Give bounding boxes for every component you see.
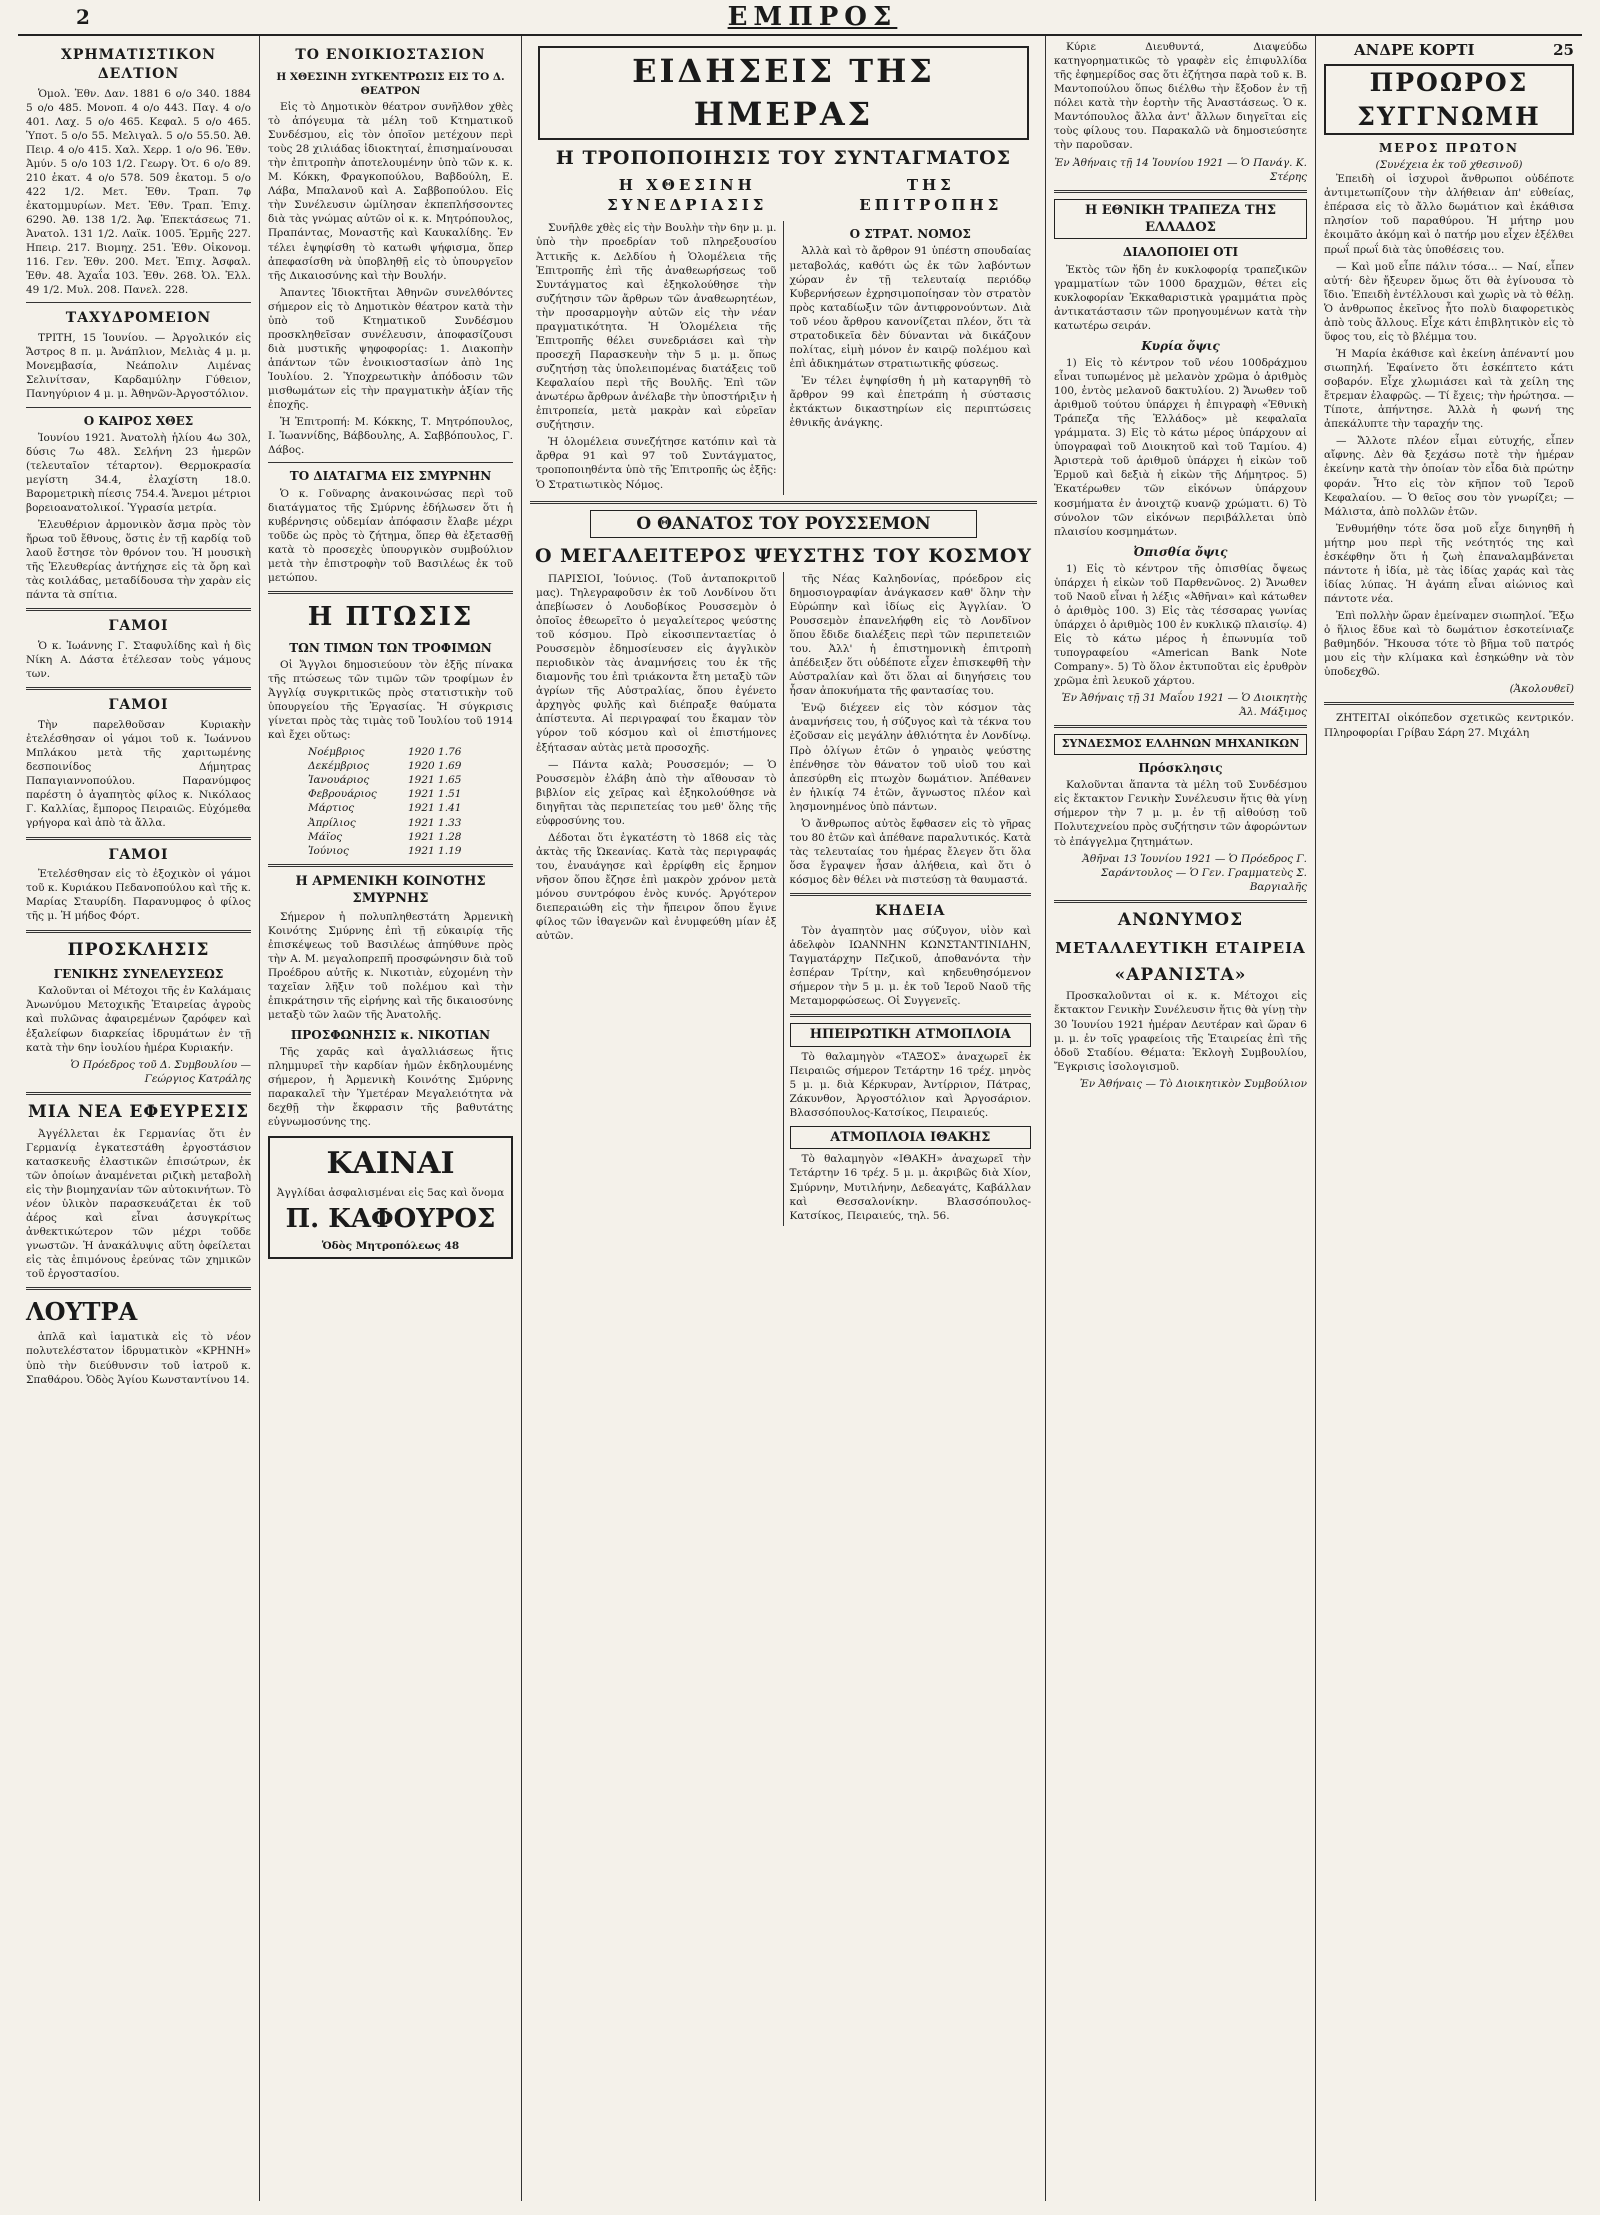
news-left (530, 221, 784, 494)
bank-text-back: 1) Εἰς τὸ κέντρον τῆς ὀπισθίας ὄψεως ὑπάρχει ἡ εἰκὼν τοῦ Παρθενῶνος. 2) Ἄνωθεν τοῦ Ναοῦ εἶναι ἡ λέξις «Ἀθῆναι» καὶ κάτωθεν ὁ ἀριθμὸς 100. 3) Εἰς τὰς τέσσαρας γωνίας ὑπάρχει ὁ ἀριθμὸς 100 ἐν κυκλικῷ πλαισίῳ. 4) Εἰς τὸ κάτω μέρος ἡ ἐπωνυμία τοῦ τυπογραφείου «American Bank Note Company». 5) Τὸ ὅλον ἐκτυποῦται εἰς ἐρυθρὸν χρῶμα ἐπὶ λευκοῦ χάρτου. (1054, 562, 1307, 688)
bank-heading-back: Ὀπισθία ὄψις (1133, 544, 1228, 559)
divider (26, 1287, 251, 1290)
rousseau-box-title: Ο ΘΑΝΑΤΟΣ ΤΟΥ ΡΟΥΣΣΕΜΟΝ (590, 510, 977, 539)
prices-row (308, 830, 513, 844)
news-headline: Η ΤΡΟΠΟΠΟΙΗΣΙΣ ΤΟΥ ΣΥΝΤΑΓΜΑΤΟΣ (555, 146, 1012, 169)
bank-title: Η ΕΘΝΙΚΗ ΤΡΑΠΕΖΑ ΤΗΣ ΕΛΛΑΔΟΣ (1054, 199, 1307, 240)
prices-row (308, 759, 513, 773)
page-header (18, 0, 1582, 36)
prices-month: Μάρτιος (308, 802, 355, 815)
weddings-3-title: ΓΑΜΟΙ (108, 846, 169, 863)
news-left-text-2: Ἡ ὁλομέλεια συνεζήτησε κατόπιν καὶ τὰ ἄρθρα 91 καὶ 97 τοῦ Συντάγματος, τροποποιηθέντα ὑπὸ τῆς Ἐπιτροπῆς ὡς ἑξῆς: Ὁ Στρατιωτικὸς Νόμος. (536, 436, 777, 491)
armenian-text-2: Τῆς χαρᾶς καὶ ἀγαλλιάσεως ἥτις πλημμυρεῖ τὴν καρδίαν ἡμῶν ἐκδηλουμένης σήμερον, ἡ Ἀρμενικὴ Κοινότης Σμύρνης παρακαλεῖ τὴν Ὑμετέραν Μεγαλειότητα νὰ δεχθῇ τὴν ἔκφρασιν τῆς βαθυτάτης εὐγνωμοσύνης της. (268, 1046, 513, 1129)
column-2 (260, 36, 522, 2201)
serial-to-be-continued: (Ἀκολουθεῖ) (1509, 683, 1574, 696)
smyrna-title: ΤΟ ΔΙΑΤΑΓΜΑ ΕΙΣ ΣΜΥΡΝΗΝ (289, 469, 492, 484)
ad-box (268, 1136, 513, 1259)
divider (530, 501, 1037, 504)
bank-heading-front: Κυρία ὄψις (1141, 338, 1220, 353)
bank-text-front: 1) Εἰς τὸ κέντρον τοῦ νέου 100δράχμου εἶναι τυπωμένος μὲ μελανὸν χρῶμα ὁ ἀριθμὸς 100, ἐντὸς μελανοῦ δακτυλίου. 2) Ἄνωθεν τοῦ ἀριθμοῦ τούτου ὑπάρχει ἡ ἐπιγραφὴ «Ἐθνικὴ Τράπεζα τῆς Ἑλλάδος» μὲ κεφαλαῖα γράμματα. 3) Εἰς τὸ κάτω μέρος ὑπάρχουν αἱ ὑπογραφαὶ τοῦ Διοικητοῦ καὶ τοῦ Ταμίου. 4) Ἀριστερὰ τοῦ ἀριθμοῦ ὑπάρχει ἡ εἰκὼν τοῦ Ἑρμοῦ καὶ δεξιὰ ἡ εἰκὼν τῆς Δήμητρος. 5) Ἑκατέρωθεν τῶν εἰκόνων ὑπάρχουν κοσμήματα ἐν ἀνοιχτῷ κυανῷ χρώματι. 6) Τὸ σύνολον τῶν εἰκόνων περιβάλλεται ὑπὸ πλαισίου κοσμημάτων. (1054, 356, 1307, 538)
page-number: 2 (76, 5, 90, 29)
invention-title: ΜΙΑ ΝΕΑ ΕΦΕΥΡΕΣΙΣ (27, 1101, 250, 1122)
mining-title: ΑΝΩΝΥΜΟΣ (1117, 909, 1244, 930)
prices-month: Ἰανουάριος (308, 774, 370, 787)
prices-month: Δεκέμβριος (308, 760, 370, 773)
divider (268, 864, 513, 867)
column-6 (1316, 36, 1582, 2201)
serial-text-4: — Ἄλλοτε πλέον εἶμαι εὐτυχής, εἶπεν αἴφνης. Δὲν θὰ ξεχάσω ποτὲ τὴν ἡμέραν ἐκείνην κατὰ τὴν ὁποίαν τὸν εἶδα διὰ πρώτην φοράν. Ἦτο εἰς τὸν κῆπον τοῦ Ἱεροῦ Κεφαλαίου. — Ὁ θεῖος σου τὸν γνωρίζει; — Μάλιστα, ἀπὸ πολλῶν ἐτῶν. (1324, 435, 1574, 518)
epirus-text: Τὸ θαλαμηγὸν «ΤΑΞΟΣ» ἀναχωρεῖ ἐκ Πειραιῶς σήμερον Τετάρτην 16 τρέχ. μηνὸς 5 μ. μ. διὰ Κέρκυραν, Ἀντίρριον, Πάτρας, Ζάκυνθον, Ἀργοστόλιον καὶ Ἀργοσάριον. Βλασσόπουλος-Κατσίκος, Πειραιεύς. (789, 1050, 1031, 1119)
telegraph-title: ΤΑΧΥΔΡΟΜΕΙΟΝ (65, 310, 212, 327)
prices-row (308, 773, 513, 787)
column-5 (1046, 36, 1316, 2201)
armenian-title: Η ΑΡΜΕΝΙΚΗ ΚΟΙΝΟΤΗΣ ΣΜΥΡΝΗΣ (295, 873, 486, 907)
rousseau-right-text-2: Ἐνῷ διέχεεν εἰς τὸν κόσμον τὰς ἀναμνήσεις του, ἡ σύζυγος καὶ τὰ τέκνα του ἐζοῦσαν εἰς μεγάλην ἀθλιότητα ἐν Λονδίνῳ. Πρὸ ὀλίγων ἐτῶν ὁ γηραιὸς ψεύστης ἐπένθησε τὸν θάνατον τοῦ υἱοῦ του καὶ ἀπεσύρθη εἰς πτωχὸν δωμάτιον. Ἀπέθανεν ἐν ἡλικίᾳ 74 ἐτῶν, ἄγνωστος πλέον καὶ λησμονημένος ὑπὸ πάντων. (789, 702, 1031, 813)
news-subheadline (530, 173, 1037, 221)
prices-text: Οἱ Ἄγγλοι δημοσιεύουν τὸν ἑξῆς πίνακα τῆς πτώσεως τῶν τιμῶν τῶν τροφίμων ἐν Ἀγγλίᾳ συγκριτικῶς πρὸς στατιστικὴν τοῦ ὑπουργείου τῆς Ἐργασίας. Ἡ σύγκρισις γίνεται πρὸς τὰς τιμὰς τοῦ Ἰουλίου τοῦ 1914 καὶ ἔχει οὕτως: (268, 658, 513, 742)
serial-text-5: Ἐνθυμήθην τότε ὅσα μοῦ εἶχε διηγηθῆ ἡ μήτηρ μου περὶ τῆς νεότητός της καὶ ἐσκέφθην ὅτι ἡ ζωὴ ἐπαναλαμβάνεται πάντοτε ἡ ἰδία, μὲ τὰς ἰδίας χαράς καὶ τὰς ἰδίας λύπας. Ἡ ἀγάπη εἶναι αἰώνιος καὶ πάντοτε νέα. (1324, 522, 1574, 606)
law-title: Ο ΣΤΡΑΤ. ΝΟΜΟΣ (849, 227, 971, 242)
prices-month: Νοέμβριος (308, 746, 365, 759)
rousseau-body (530, 572, 1037, 1226)
prices-value: 1920 1.76 (408, 746, 462, 759)
prices-value: 1921 1.28 (408, 830, 462, 843)
prices-row (308, 844, 513, 858)
telegraph-text: ΤΡΙΤΗ, 15 Ἰουνίου. — Ἀργολικόν εἰς Ἄστρος 8 π. μ. Ἀνάπλιον, Μελιὰς 4 μ. μ. Μονεμβασία, Νεάπολιν Λιμένας Σελινίτσαν, Καρδαμύλην Γύθειον, Πανηγύριον 4 μ. μ. Ἀθηνῶν-Ἀργοστόλιον. (26, 332, 251, 401)
divider (26, 608, 251, 611)
prices-value: 1921 1.51 (408, 788, 462, 801)
rent-text: Εἰς τὸ Δημοτικὸν θέατρον συνῆλθον χθὲς τὸ ἀπόγευμα τὰ μέλη τοῦ Κτηματικοῦ Συνδέσμου, εἰς τὸν ὁποῖον μετέχουν περὶ τοὺς 28 χιλιάδας ἰδιοκτηταί, ἐπισημαίνουσαι τὴν ἐπιτροπὴν ἀποτελουμένην ὑπὸ τῶν κ. κ. Μ. Κόκκη, Φραγκοπούλου, Βαβδούλη, Ε. Λάβα, Μπαλανοῦ καὶ Α. Σαββοπούλου. Εἰς τὴν Συνέλευσιν ὡμίλησαν ἐκπεπλήσσοντες διὰ τὰς γνώμας αὐτῶν οἱ κ. κ. Μητρόπουλος, Πραπάντας, Μοναστῆς καὶ Καυκαλίδης. Ἐν τέλει ἐψηφίσθη τὸ κατωθι ψήφισμα, ὅπερ ἀπεφασίσθη νὰ ὑποβληθῇ εἰς τὸ ὑπουργεῖον τῆς Δικαιοσύνης καὶ τὴν Βουλήν. (268, 100, 513, 282)
bank-subtitle: ΔΙΑΛΟΠΟΙΕΙ ΟΤΙ (1122, 245, 1239, 260)
masthead: ΕΜΠΡΟΣ (727, 2, 898, 32)
rousseau-headline: Ο ΜΕΓΑΛΕΙΤΕΡΟΣ ΨΕΥΣΤΗΣ ΤΟΥ ΚΟΣΜΟΥ (534, 545, 1032, 568)
baths-title: ΛΟΥΤΡΑ (26, 1297, 138, 1327)
prices-title: Η ΠΤΩΣΙΣ (307, 601, 474, 632)
column-1 (18, 36, 260, 2201)
epirus-title: ΗΠΕΙΡΩΤΙΚΗ ΑΤΜΟΠΛΟΙΑ (790, 1023, 1032, 1046)
weddings-3-text: Ἐτελέσθησαν εἰς τὸ ἐξοχικὸν οἱ γάμοι τοῦ κ. Κυριάκου Πεδανοπούλου καὶ τῆς κ. Μαρίας Σταυρίδη. Παρανυμφος ὁ φίλος τῆς μ. Ἡ μήδος Φόρτ. (26, 868, 251, 923)
mining-text: Προσκαλοῦνται οἱ κ. κ. Μέτοχοι εἰς ἔκτακτον Γενικὴν Συνέλευσιν ἥτις θὰ γίνῃ τὴν 30 Ἰουνίου 1921 ἡμέραν Δευτέραν καὶ ὥραν 6 μ. μ. ἐν τοῖς γραφείοις τῆς Ἑταιρείας ἐπὶ τῆς ὁδοῦ Σταδίου. Θέματα: Ἐκλογὴ Συμβουλίου, Ἔγκρισις ἰσολογισμοῦ. (1054, 990, 1307, 1073)
divider (1054, 900, 1307, 903)
invite-subtitle: ΓΕΝΙΚΗΣ ΣΥΝΕΛΕΥΣΕΩΣ (53, 967, 224, 982)
prices-month: Μάϊος (308, 830, 343, 843)
serial-text-3: Ἡ Μαρία ἐκάθισε καὶ ἐκείνη ἀπέναντί μου σιωπηλή. Ἐφαίνετο ὅτι ἐσκέπτετο κάτι σοβαρόν. Εἶχε χλωμιάσει καὶ τὰ χείλη της ἔτρεμαν ἐλαφρῶς. — Τί ἔχεις; τὴν ἠρώτησα. — Τίποτε, ἀπήντησε. Ἀλλὰ ἡ φωνή της ἀπεκάλυπτε τὴν ταραχήν της. (1324, 347, 1574, 431)
serial-text-2: — Καὶ μοῦ εἶπε πάλιν τόσα... — Ναί, εἶπεν αὐτή· δὲν ἤξευρεν ὅμως ὅτι θὰ ἐγίνουσα τὸ ἴδιο. Ἐπειδὴ ἐντέλλουσι καὶ χωρὶς νὰ τὸ θέλῃ. Ὁ ἀνθρωπος ἐκεῖνος ἦτο πολὺ διαφορετικὸς ἀπὸ τοὺς ἄλλους. Εἶχε κάτι ἐπιβλητικὸν εἰς τὸ ὕφος του, εἰς τὸ βλέμμα του. (1324, 260, 1574, 343)
divider (26, 302, 251, 303)
prices-row (308, 816, 513, 830)
letter-text: Κύριε Διευθυντά, Διαψεύδω κατηγορηματικῶς τὸ γραφὲν εἰς ἐπιφυλλίδα τῆς ἐφημερίδος σας ὅτι ἐζήτησα παρὰ τοῦ κ. Β. Μαντοπούλου ὅπως διέλθω τὴν ἔξοδον ἐν τῇ πόλει κατὰ τὴν ἑορτὴν τῆς Ἀναστάσεως. Ὁ κ. Μαντόπουλος ἄλλα ἀντ' ἄλλων διηγεῖται εἰς τοὺς φίλους του. Παρακαλῶ νὰ δημοσιεύσητε τὴν παροῦσαν. (1054, 41, 1307, 152)
divider (268, 591, 513, 594)
mech-text: Καλοῦνται ἅπαντα τὰ μέλη τοῦ Συνδέσμου εἰς ἔκτακτον Γενικὴν Συνέλευσιν ἥτις θὰ γίνῃ σήμερον τὴν 7 μ. μ. ἐν τῇ αἰθούσῃ τοῦ Πολυτεχνείου πρὸς συζήτησιν τῶν ἀφορώντων τὸ ἐπάγγελμα ζητημάτων. (1054, 779, 1307, 848)
columns (18, 36, 1582, 2201)
prices-value: 1921 1.65 (408, 774, 462, 787)
stocks-title: ΧΡΗΜΑΤΙΣΤΙΚΟΝ ΔΕΛΤΙΟΝ (61, 47, 216, 82)
news-subheadline-right: ΤΗΣ ΕΠΙΤΡΟΠΗΣ (859, 176, 1003, 215)
news-banner: ΕΙΔΗΣΕΙΣ ΤΗΣ ΗΜΕΡΑΣ (538, 46, 1029, 140)
rousseau-right (784, 572, 1038, 1226)
divider (26, 930, 251, 933)
prices-table (268, 745, 513, 858)
ithaca-text: Τὸ θαλαμηγὸν «ΙΘΑΚΗ» ἀναχωρεῖ τὴν Τετάρτην 16 τρέχ. 5 μ. μ. ἀκριβῶς διὰ Χίον, Σμύρνην, Μυτιλήνην, Δεδεαγάτς, Καβάλλαν καὶ Θεσσαλονίκην. Βλασσόπουλος-Κατσίκος, Πειραιεύς, τηλ. 56. (789, 1153, 1031, 1222)
news-spread (522, 36, 1046, 2201)
mech-title: ΣΥΝΔΕΣΜΟΣ ΕΛΛΗΝΩΝ ΜΗΧΑΝΙΚΩΝ (1054, 734, 1307, 755)
divider (268, 462, 513, 463)
ad-title: ΚΑΙΝΑΙ (326, 1145, 455, 1181)
divider (790, 1014, 1032, 1017)
weather-text: Ἰουνίου 1921. Ἀνατολὴ ἡλίου 4ω 30λ, δύσις 7ω 48λ. Σελήνη 23 ἡμερῶν (τελευταῖον τέταρτον). Θερμοκρασία μεγίστη 34.4, ἐλαχίστη 18.0. Βαρομετρικὴ πίεσις 754.4. Ἄνεμοι μέτριοι βορειοανατολικοί. Ὑγρασία μετρία. (26, 431, 251, 514)
rent-subtitle: Η ΧΘΕΣΙΝΗ ΣΥΓΚΕΝΤΡΩΣΙΣ ΕΙΣ ΤΟ Δ. ΘΕΑΤΡΟΝ (276, 70, 505, 97)
bank-signature: Ἐν Ἀθήναις τῇ 31 Μαΐου 1921 — Ὁ Διοικητὴς Ἀλ. Μάξιμος (1061, 692, 1307, 719)
prices-month: Φεβρουάριος (308, 788, 377, 801)
baths-text: ἁπλᾶ καὶ ἰαματικὰ εἰς τὸ νέον πολυτελέστατον ἱδρυματικὸν «ΚΡΗΝΗ» ὑπὸ τὴν διεύθυνσιν τοῦ ἰατροῦ κ. Σπαθάρου. Ὁδὸς Ἁγίου Κωνσταντίνου 14. (26, 1331, 251, 1386)
wanted-ad: ΖΗΤΕΙΤΑΙ οἰκόπεδον σχετικῶς κεντρικόν. Πληροφορίαι Γρίβαυ Σάρη 27. Μιχάλη (1324, 712, 1574, 739)
serial-continuation: (Συνέχεια ἐκ τοῦ χθεσινοῦ) (1375, 159, 1523, 172)
mining-signature: Ἐν Ἀθήναις — Τὸ Διοικητικὸν Συμβούλιον (1079, 1077, 1307, 1090)
weddings-2-title: ΓΑΜΟΙ (108, 697, 169, 714)
letter-signature: Ἐν Ἀθήναις τῇ 14 Ἰουνίου 1921 — Ὁ Πανάγ. Κ. Στέρης (1054, 156, 1307, 183)
rent-signature: Ἡ Ἐπιτροπή: Μ. Κόκκης, Τ. Μητρόπουλος, Ι. Ἰωαννίδης, Βάβδουλης, Α. Σαββόπουλος, Γ. Δάβος. (268, 416, 513, 457)
rousseau-left-text: ΠΑΡΙΣΙΟΙ, Ἰούνιος. (Τοῦ ἀνταποκριτοῦ μας). Τηλεγραφοῦσιν ἐκ τοῦ Λονδίνου ὅτι ἀπεβίωσεν ὁ Λουδοβίκος Ρουσσεμὸν ὁ ὁποῖος ἐθεωρεῖτο ὁ μεγαλείτερος ψεύστης τοῦ κόσμου. Πρὸ εἰκοσιπενταετίας ὁ Ρουσσεμὸν ἐδημοσίευσεν εἰς ἀγγλικὸν περιοδικὸν τὰς ἀναμνήσεις του ἐκ τῆς διαμονῆς του ἐπὶ τριάκοντα ἔτη μεταξὺ τῶν ἀγρίων τῆς Αὐστραλίας, ὅπου ἐγένετο ἀρχηγὸς φυλῆς καὶ διέπραξε θαύματα ἀπίστευτα. Αἱ περιγραφαί του ἔκαμαν τὸν γύρον τοῦ κόσμου καὶ οἱ ἐπιστήμονες ἐξήτασαν αὐτὰς μετὰ προσοχῆς. (536, 572, 777, 754)
prices-value: 1921 1.41 (408, 802, 462, 815)
rousseau-right-text-3: Ὁ ἄνθρωπος αὐτὸς ἔφθασεν εἰς τὸ γῆρας του 80 ἐτῶν καὶ ἀπέθανε παραλυτικός. Κατὰ τὰς τελευταίας του ἡμέρας ἔλεγεν ὅτι ὅλα ὅσα ἔγραψεν ἦσαν ἀλήθεια, καὶ ὅτι ὁ κόσμος δὲν θέλει νὰ πιστεύσῃ τὰ θαυμαστά. (789, 817, 1031, 887)
prices-row (308, 801, 513, 815)
news-right (784, 221, 1038, 494)
weather-title: Ο ΚΑΙΡΟΣ ΧΘΕΣ (83, 413, 194, 428)
armenian-subtitle: ΠΡΟΣΦΩΝΗΣΙΣ κ. ΝΙΚΟΤΙΑΝ (290, 1028, 491, 1043)
prices-month: Ἰούνιος (308, 844, 349, 857)
prices-value: 1920 1.69 (408, 760, 462, 773)
news-right-text: Ἀλλὰ καὶ τὸ ἄρθρον 91 ὑπέστη σπουδαίας μεταβολάς, καθότι ὡς ἐκ τῶν λαβόντων χώραν ἐν τῇ τελευταίᾳ περιόδῳ Κυβερνήσεων ἐχρησιμοποίησαν τὸν στρατὸν πρὸς καταδίωξιν τῶν ἀντιφρονούντων. Διὰ τοῦ νέου ἄρθρου κανονίζεται πλέον, ὅτι τὰ στρατοδικεῖα δὲν δύνανται νὰ δικάζουν πολίτας, εἰμὴ μόνον ἐν καιρῷ πολέμου καὶ ἐπὶ ἀδικημάτων στρατιωτικῆς φύσεως. (789, 245, 1031, 370)
divider (26, 687, 251, 690)
ad-subtitle: Ἀγγλίδαι ἀσφαλισμέναι εἰς 5ας καὶ ὅνομα (276, 1186, 505, 1199)
invite-title: ΠΡΟΣΚΛΗΣΙΣ (67, 939, 210, 960)
rousseau-right-text: τῆς Νέας Καληδονίας, πρόεδρον εἰς δημοσιογραφίαν ἀνάγκασεν καθ' ὅλην τὴν Εὐρώπην καὶ ἰδίως εἰς Ἀγγλίαν. Ὁ Ρουσσεμὸν ἐπανελήφθη εἰς τὸ Λονδῖνον ὅπου ἔδιδε διαλέξεις περὶ τῶν περιπετειῶν του. Ἀλλ' ἡ ἐπιστημονικὴ ἐπιτροπὴ ἀπέδειξεν ὅτι οὐδέποτε εἶχεν ἐπισκεφθῆ τὴν Αὐστραλίαν καὶ ὅτι ὅλαι αἱ διηγήσεις του ἦσαν ἀποκυήματα τῆς φαντασίας του. (789, 572, 1031, 698)
rent-text-2: Ἀπαντες Ἰδιοκτῆται Ἀθηνῶν συνελθόντες σήμερον εἰς τὸ Δημοτικὸν θέατρον κατὰ τὴν ὑπὸ τοῦ Κτηματικοῦ Συνδέσμου προσκληθεῖσαν συνέλευσιν, ἀποφασίζουσι διὰ μυστικῆς ψηφοφορίας: 1. Διακοπὴν ἁπάντων τῶν ἐνοικιοστασίων ἀπὸ 1ης Ἰουλίου. 2. Ὑποχρεωτικὴν ἀπόδοσιν τῶν μισθωμάτων εἰς τὴν πραγματικὴν ἀξίαν τῆς ἐποχῆς. (268, 286, 513, 412)
divider (1054, 725, 1307, 728)
invention-text: Ἀγγέλλεται ἐκ Γερμανίας ὅτι ἐν Γερμανίᾳ ἐγκατεστάθη ἐργοστάσιον κατασκευῆς ἐλαστικῶν ἐπισώτρων, ἐκ τῶν ὁποίων ἀναμένεται ριζικὴ μεταβολὴ εἰς τὴν βιομηχανίαν τῶν αὐτοκινήτων. Τὸ νέον ὑλικὸν παρασκευάζεται ἐκ τοῦ ἀέρος καὶ εἶναι ἀσυγκρίτως ἀνθεκτικώτερον τῶν μέχρι τοῦδε γνωστῶν. Ἡ ἀνακάλυψις αὕτη ὀφείλεται εἰς τὰς ἐπιμόνους ἐρεύνας τῶν χημικῶν τοῦ ἐργοστασίου. (26, 1127, 251, 1281)
divider (790, 893, 1032, 896)
bank-intro: Ἐκτὸς τῶν ἤδη ἐν κυκλοφορίᾳ τραπεζικῶν γραμματίων τῶν 1000 δραχμῶν, θέτει εἰς κυκλοφορίαν Ἐκκαθαριστικὰ γραμμάτια πρὸς ἀντικατάστασιν τῶν προηγουμένων κατὰ τὴν κατωτέρω σειράν. (1054, 263, 1307, 332)
divider (26, 837, 251, 840)
news-left-text: Συνῆλθε χθὲς εἰς τὴν Βουλὴν τὴν 6ην μ. μ. ὑπὸ τὴν προεδρίαν τοῦ πληρεξουσίου Ἀττικῆς κ. Δελδίου ἡ Ὁλομέλεια τῆς Ἐπιτροπῆς ἐπὶ τῆς ἀναθεωρήσεως τοῦ Συντάγματος καὶ ἐξηκολούθησε τὴν συζήτησιν τῶν ἄρθρων τῶν ἀναθεωρητέων, τὴν προσαρμογὴν αὐτῶν εἰς τὴν νέαν πραγματικότητα. Ἡ Ὁλομέλεια τῆς Ἐπιτροπῆς θέλει συνεδριάσει καὶ τὴν προσεχῆ Παρασκευὴν τὴν 5 μ. μ. ὅπως συζητήσῃ τὰς ὑπολειπομένας διατάξεις τοῦ Κεφαλαίου περὶ τῆς Βουλῆς. Ἐπὶ τῶν ἀνωτέρω ἄρθρων ἀνέλαβε τὴν ὑποστήριξιν ἡ ἐπιτροπεία, μετὰ μακρὰν καὶ εὐρεῖαν συζήτησιν. (536, 222, 777, 432)
mining-name: «ΑΡΑΝΙΣΤΑ» (1114, 964, 1247, 985)
death-notice-title: ΚΗΔΕΙΑ (875, 903, 946, 920)
mech-subtitle: Πρόσκλησις (1138, 761, 1223, 776)
news-right-text-2: Ἐν τέλει ἐψηφίσθη ἡ μὴ καταργηθῆ τὸ ἄρθρον 99 καὶ ἐπετράπη ἡ σύστασις ἐκτάκτων δικαστηρίων εἰς περιπτώσεις ἐθνικῆς ἀνάγκης. (789, 375, 1031, 430)
serial-title: ΠΡΟΩΡΟΣ ΣΥΓΓΝΩΜΗ (1324, 64, 1574, 135)
divider (1324, 702, 1574, 705)
invite-text: Καλοῦνται οἱ Μέτοχοι τῆς ἐν Καλάμαις Ἀνωνύμου Μετοχικῆς Ἑταιρείας ἀγροὺς καὶ πυλῶνας ἀφαιρεμένων ζαρόφεν καὶ ἑξαλείφων διαρκείας ἱδρυμάτων ἐν τῇ κατὰ τὴν 6ην ἰουλίου ἡμέρα Κυριακήν. (26, 985, 251, 1054)
rent-title: ΤΟ ΕΝΟΙΚΙΟΣΤΑΣΙΟΝ (295, 47, 486, 63)
serial-page-number: 25 (1553, 41, 1574, 59)
prices-value: 1921 1.33 (408, 816, 462, 829)
rousseau-left-text-2: — Πάντα καλὰ; Ρουσσεμόν; — Ὁ Ρουσσεμὸν ἐλάβη ἀπὸ τὴν αἴθουσαν τὸ βιβλίον εἰς χεῖρας καὶ ἐξηκολούθησε νὰ διηγῆται τὰς περιπετείας του μεθ' ὅλης τῆς εὐφροσύνης του. (536, 758, 777, 827)
prices-month: Ἀπρίλιος (308, 816, 356, 829)
prices-value: 1921 1.19 (408, 844, 462, 857)
serial-header (1324, 40, 1574, 60)
divider (1054, 190, 1307, 193)
divider (26, 407, 251, 408)
rousseau-left-text-3: Δέδοται ὅτι ἐγκατέστη τὸ 1868 εἰς τὰς ἀκτὰς τῆς Ὠκεανίας. Κατὰ τὰς περιγραφάς του, ἐναυάγησε καὶ ἐρρίφθη εἰς ἔρημον νῆσον ὅπου ἔζησε ἐπὶ μακρὸν χρόνον μετὰ μόνου συντρόφου ἑνὸς κυνός. Ἀργότερον διεπεραιώθη εἰς τὴν ἤπειρον ὅπου ἔγινε φίλος τῶν ἰθαγενῶν καὶ ἐνυμφεύθη μίαν ἐξ αὐτῶν. (536, 831, 777, 943)
mech-signature: Ἀθῆναι 13 Ἰουνίου 1921 — Ὁ Πρόεδρος Γ. Σαράντουλος — Ὁ Γεν. Γραμματεὺς Σ. Βαργιαλῆς (1082, 852, 1307, 893)
prices-row (308, 787, 513, 801)
news-body (530, 221, 1037, 494)
prices-row (308, 745, 513, 759)
weddings-1-text: Ὁ κ. Ἰωάννης Γ. Σταφυλίδης καὶ ἡ δὶς Νίκη Α. Δάστα ἐτέλεσαν τοὺς γάμους των. (26, 640, 251, 681)
prices-subtitle: ΤΩΝ ΤΙΜΩΝ ΤΩΝ ΤΡΟΦΙΜΩΝ (289, 640, 492, 655)
ithaca-title: ΑΤΜΟΠΛΟΙΑ ΙΘΑΚΗΣ (790, 1126, 1032, 1149)
divider (26, 1092, 251, 1095)
death-notice-text: Τὸν ἀγαπητὸν μας σύζυγον, υἱὸν καὶ ἀδελφὸν ΙΩΑΝΝΗΝ ΚΩΝΣΤΑΝΤΙΝΙΔΗΝ, Ταγματάρχην Πεζικοῦ, ἀποθανόντα τὴν ἑσπέραν Τρίτην, καὶ κηδευθησόμενον σήμερον τὴν 5 μ. μ. ἐκ τοῦ Ἱεροῦ Ναοῦ τῆς Μεταμορφώσεως. Οἱ Συγγενεῖς. (789, 924, 1031, 1008)
serial-part: ΜΕΡΟΣ ΠΡΩΤΟΝ (1379, 141, 1519, 156)
stocks-text: Ὁμολ. Ἐθν. Δαν. 1881 6 ο/ο 340. 1884 5 ο/ο 485. Μονοπ. 4 ο/ο 443. Παγ. 4 ο/ο 401. Λαχ. 5 ο/ο 465. Κεφαλ. 5 ο/ο 465. Ὑποτ. 5 ο/ο 55. Μελιγαλ. 5 ο/ο 55.50. Ἀθ. Πειρ. 4 ο/ο 415. Χαλ. Χερρ. 1 ο/ο 96. Ἐθν. Ἀμύν. 5 ο/ο 103 1/2. Γεωργ. Ὀτ. 6 ο/ο 89. 210 ἐκατ. 4 ο/ο 578. 509 ἑκατομ. 5 ο/ο 422 1/2. Μετ. Ἐθν. Τραπ. 7φ ἐκατομμυρίων. Μετ. Ἐθν. Τραπ. Ἐπιχ. 6290. Ἀθ. 138 1/2. Ἀφ. Ἐπεκτάσεως 71. Ἀνατολ. 131 1/2. Λαϊκ. 1005. Ἑρμῆς 227. Ηπειρ. 217. Βιομηχ. 251. Ἐθν. Οἰκονομ. 116. Γεν. Ἐθν. 200. Μετ. Ἐπιχ. Ἀσφαλ. Ἐθν. 48. Ἀχαΐα 103. Ἐθν. 268. Ὀλ. Ἐλλ. 49 1/2. Μυλ. 208. Πανελ. 228. (26, 87, 251, 297)
ad-address: Ὁδὸς Μητροπόλεως 48 (321, 1239, 460, 1252)
poem-text: Ἐλευθέριον ἁρμονικὸν ἄσμα πρὸς τὸν ἥρωα τοῦ ἔθνους, ὅστις ἐν τῇ καρδίᾳ τοῦ λαοῦ ἔστησε τὸν θρόνον του. Ἡ μουσικὴ τῆς Ἐλευθερίας ἀντήχησε εἰς τὰ ὄρη καὶ τὰς κοιλάδας, μεταδίδουσα τὴν χαρὰν εἰς πάντα τὰ σπίτια. (26, 518, 251, 602)
ad-name: Π. ΚΑΦΟΥΡΟΣ (285, 1203, 496, 1234)
invite-signature: Ὁ Πρόεδρος τοῦ Δ. Συμβουλίου — Γεώργιος Κατράλης (70, 1058, 251, 1085)
news-subheadline-left: Η ΧΘΕΣΙΝΗ ΣΥΝΕΔΡΙΑΣΙΣ (607, 176, 768, 215)
serial-text-6: Ἐπὶ πολλὴν ὥραν ἐμείναμεν σιωπηλοί. Ἔξω ὁ ἥλιος ἔδυε καὶ τὸ δωμάτιον ἐσκοτείνιαζε βαθμηδόν. Ἤκουσα τότε τὸ βῆμα τοῦ πατρός μου εἰς τὴν κλίμακα καὶ ἐσηκώθην νὰ τὸν ὑποδεχθῶ. (1324, 610, 1574, 679)
weddings-1-title: ΓΑΜΟΙ (108, 618, 169, 635)
armenian-text: Σήμερον ἡ πολυπληθεστάτη Ἀρμενικὴ Κοινότης Σμύρνης ἐπὶ τῇ εὐκαιρίᾳ τῆς ἐπισκέψεως τοῦ Βασιλέως ἀπηύθυνε πρὸς τὴν Α. Μ. μεγαλοπρεπῆ προσφώνησιν διὰ τοῦ Προέδρου αὐτῆς κ. Νικοτιὰν, εὐχομένη τὴν ταχεῖαν λῆξιν τοῦ πολέμου καὶ τὴν ἐπικράτησιν τῆς εἰρήνης καὶ τῆς δικαιοσύνης μεταξὺ τῶν λαῶν τῆς Ἀνατολῆς. (268, 910, 513, 1021)
serial-author: ΑΝΔΡΕ ΚΟΡΤΙ (1354, 41, 1475, 59)
weddings-2-text: Τὴν παρελθοῦσαν Κυριακὴν ἐτελέσθησαν οἱ γάμοι τοῦ κ. Ἰωάννου Μπλάκου μετὰ τῆς χαριτωμένης δεσποινίδος Δήμητρας Παπαγιαννοπούλου. Παρανύμφος παρέστη ὁ ἀγαπητὸς φίλος κ. Νικόλαος Γ. Καλλίας, ἔμπορος Πειραιῶς. Εὐχόμεθα γρήγορα καὶ ἀπὸ τὰ ἄλλα. (26, 719, 251, 830)
mining-subtitle: ΜΕΤΑΛΛΕΥΤΙΚΗ ΕΤΑΙΡΕΙΑ (1055, 938, 1306, 957)
smyrna-text: Ὁ κ. Γοῦναρης ἀνακοινώσας περὶ τοῦ διατάγματος τῆς Σμύρνης ἐδήλωσεν ὅτι ἡ κυβέρνησις οὐδεμίαν ἀπόφασιν ἔλαβε μέχρι τοῦδε ὡς πρὸς τὸ ζήτημα, ὅπερ θὰ ἐξετασθῇ κατὰ τὸ προσεχὲς ὑπουργικὸν συμβούλιον μετὰ τὴν ἐπιστροφὴν τοῦ Βασιλέως ἐκ τοῦ μετώπου. (268, 487, 513, 584)
serial-text-1: Ἐπειδὴ οἱ ἰσχυροὶ ἄνθρωποι οὐδέποτε ἀντιμετωπίζουν τὴν ἀλήθειαν ἀπ' εὐθείας, ἐπέρασα εἰς τὸ ἄλλο δωμάτιον καὶ ἐκάθισα πλησίον τοῦ παραθύρου. Ἡ μήτηρ μου ἐκοιμᾶτο ἀκόμη καὶ ὁ πατήρ μου εἶχεν ἐξέλθει πρωΐ πρωΐ διὰ τὰς ὑποθέσεις του. (1324, 173, 1574, 256)
rousseau-left (530, 572, 784, 1226)
